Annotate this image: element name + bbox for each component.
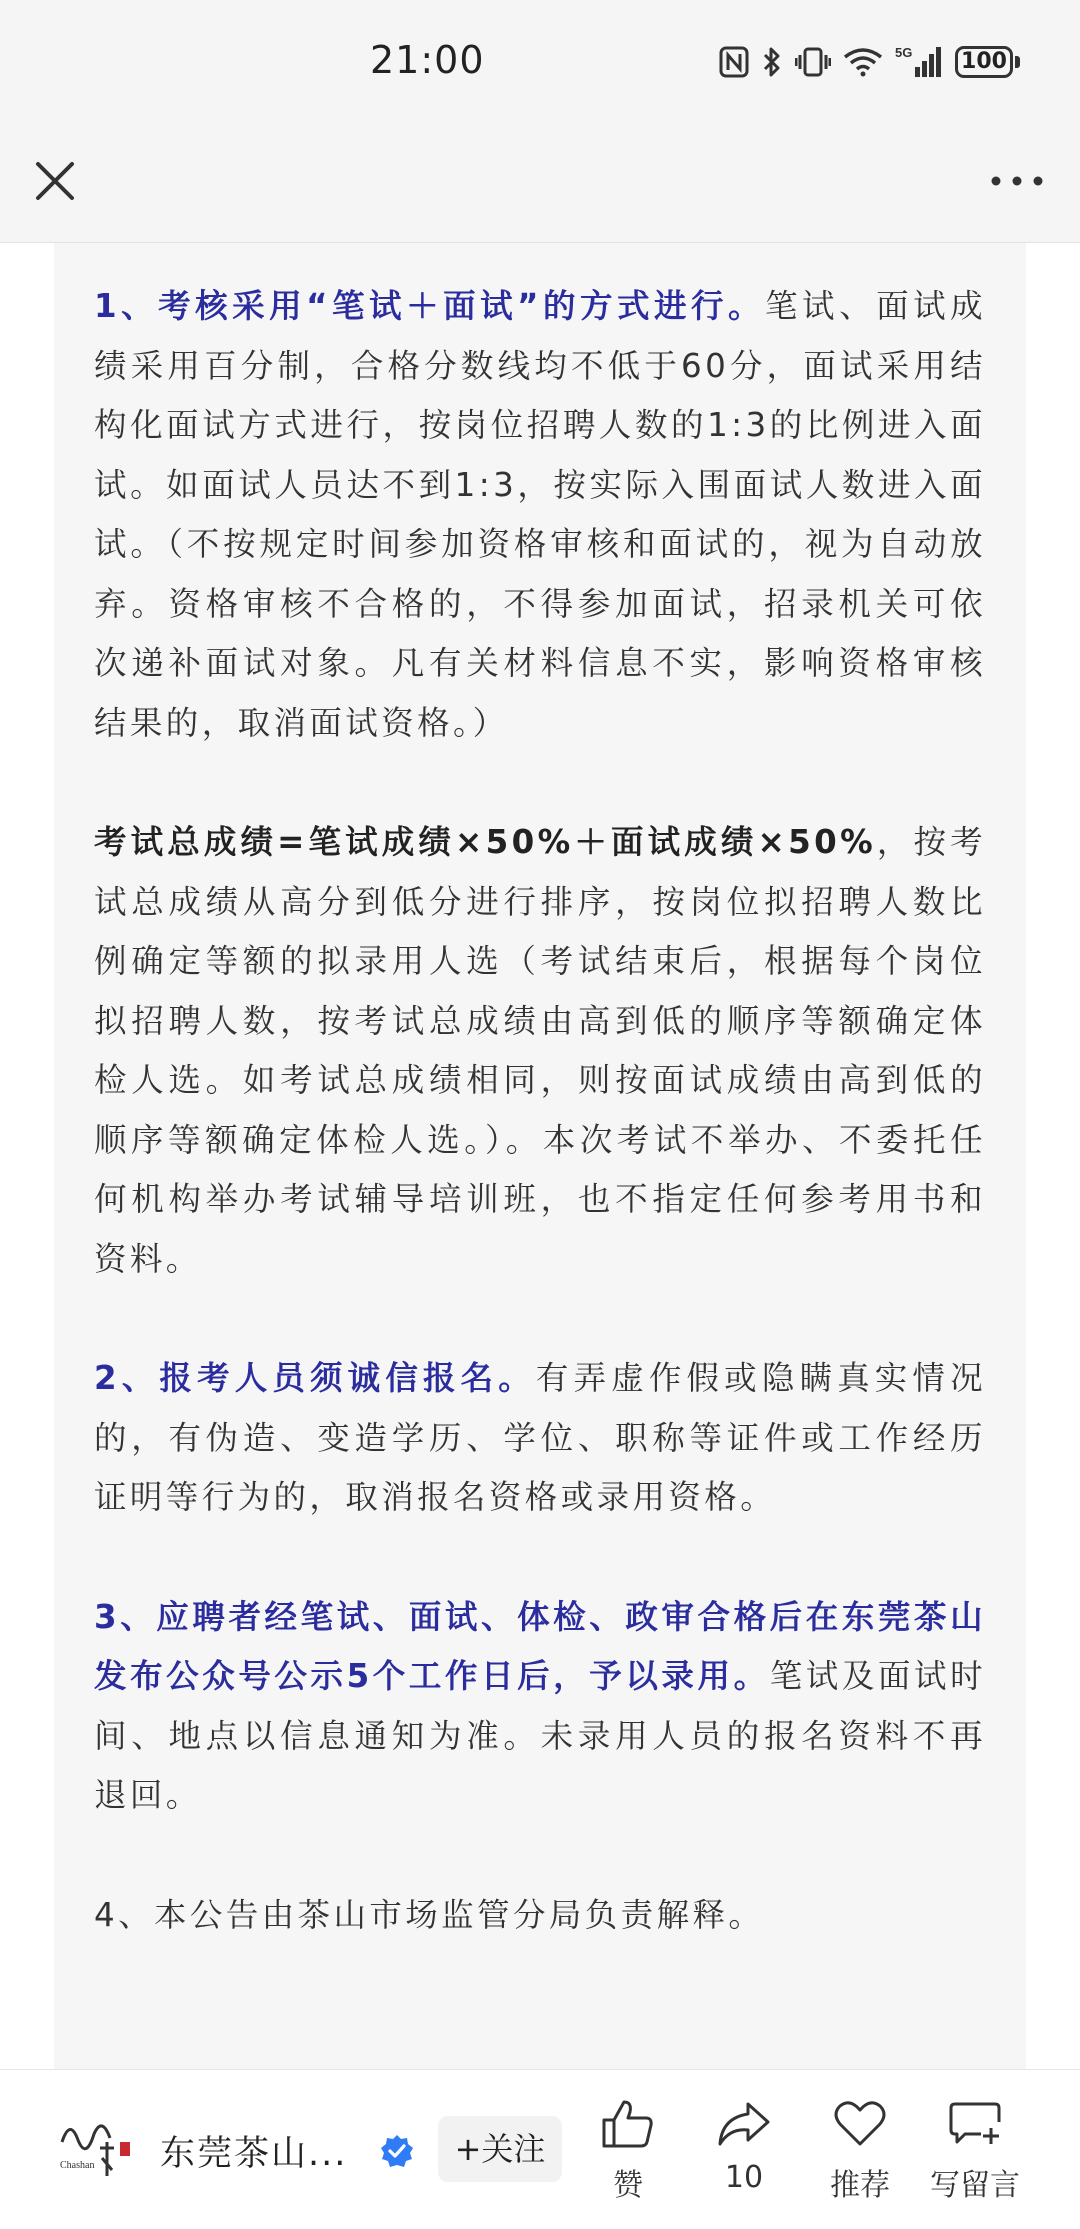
status-icons: [719, 42, 1020, 82]
bottom-bar: [0, 2069, 1080, 2229]
like-button[interactable]: [573, 2098, 683, 2218]
status-time: 21:00: [370, 38, 485, 82]
battery-level: 100: [955, 46, 1013, 78]
svg-text:5G: 5G: [895, 45, 913, 60]
status-bar: [0, 0, 1080, 128]
share-count: 10: [724, 2160, 764, 2195]
body-text: 4、本公告由茶山市场监管分局负责解释。: [94, 1895, 765, 1934]
account-logo[interactable]: [56, 2112, 136, 2182]
logo-text: Chashan: [60, 2160, 95, 2171]
comment-label: 写留言: [930, 2168, 1020, 2203]
vibrate-icon: [795, 46, 831, 78]
share-icon: [716, 2098, 772, 2150]
paragraph-1: [94, 277, 986, 753]
highlight-text: 1、考核采用“笔试＋面试”的方式进行。: [94, 287, 766, 325]
paragraph-5: [94, 1886, 986, 1946]
more-button[interactable]: [984, 156, 1050, 206]
battery-icon: [955, 46, 1020, 78]
body-text: 有弄虚作假或隐瞒真实情况的，有伪造、变造学历、学位、职称等证件或工作经历证明等行为的，取消报名资格或录用资格。: [94, 1359, 986, 1516]
recommend-label: 推荐: [830, 2168, 890, 2203]
body-text: 笔试及面试时间、地点以信息通知为准。未录用人员的报名资料不再退回。: [94, 1657, 986, 1814]
thumbs-up-icon: [600, 2098, 656, 2150]
article-text: [94, 277, 986, 2005]
wifi-icon: [843, 47, 883, 77]
like-label: 赞: [613, 2168, 643, 2203]
highlight-text: 2、报考人员须诚信报名。: [94, 1359, 536, 1397]
close-icon: [30, 156, 80, 206]
account-name[interactable]: 东莞茶山...: [160, 2134, 348, 2174]
comment-button[interactable]: [920, 2098, 1030, 2218]
signal-icon: [895, 45, 943, 79]
highlight-text: 3、应聘者经笔试、面试、体检、政审合格后在东莞茶山发布公众号公示5个工作日后，予以录用。: [94, 1597, 986, 1695]
recommend-button[interactable]: [805, 2098, 915, 2218]
close-button[interactable]: [30, 156, 80, 206]
heart-icon: [832, 2098, 888, 2150]
nfc-icon: [719, 46, 749, 78]
verified-icon: [380, 2134, 414, 2168]
paragraph-2: [94, 813, 986, 1289]
article-content: [54, 243, 1026, 2069]
comment-icon: [947, 2098, 1003, 2150]
share-button[interactable]: [689, 2098, 799, 2218]
bold-text: 考试总成绩=笔试成绩×50%＋面试成绩×50%: [94, 823, 877, 861]
app-bar: [0, 128, 1080, 243]
paragraph-3: [94, 1349, 986, 1528]
more-icon: [984, 156, 1050, 206]
paragraph-4: [94, 1588, 986, 1826]
body-text: ，按考试总成绩从高分到低分进行排序，按岗位拟招聘人数比例确定等额的拟录用人选（考试结束后，根据每个岗位拟招聘人数，按考试总成绩由高到低的顺序等额确定体检人选。如考试总成绩相同，则按面试成绩由高到低的顺序等额确定体检人选。）。本次考试不举办、不委托任何机构举办考试辅导培训班，也不指定任何参考用书和资料。: [94, 823, 986, 1278]
follow-button[interactable]: +关注: [438, 2116, 562, 2182]
body-text: 笔试、面试成绩采用百分制，合格分数线均不低于60分，面试采用结构化面试方式进行，按岗位招聘人数的1:3的比例进入面试。如面试人员达不到1:3，按实际入围面试人数进入面试。（不按规定时间参加资格审核和面试的，视为自动放弃。资格审核不合格的，不得参加面试，招录机关可依次递补面试对象。凡有关材料信息不实，影响资格审核结果的，取消面试资格。）: [94, 287, 987, 742]
bluetooth-icon: [761, 46, 783, 78]
